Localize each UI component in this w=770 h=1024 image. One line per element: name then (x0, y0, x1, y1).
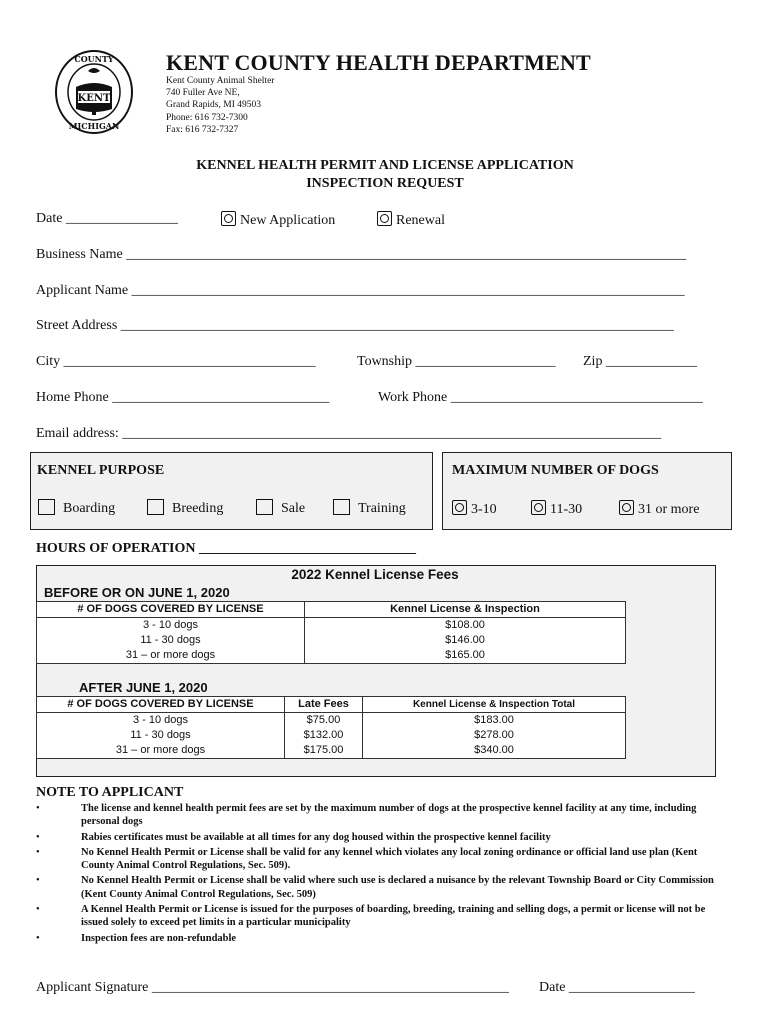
table-row (37, 713, 626, 729)
dogs-cell: 3 - 10 dogs (37, 618, 305, 634)
applicant-name-field[interactable]: Applicant Name _______________________________________________________________________________ (36, 283, 685, 298)
zip-field[interactable]: Zip _____________ (583, 354, 697, 369)
checkbox-icon[interactable] (256, 499, 273, 515)
city-field[interactable]: City ____________________________________ (36, 354, 316, 369)
column-header: # OF DOGS COVERED BY LICENSE (37, 602, 305, 618)
radio-icon[interactable] (452, 500, 467, 515)
total-cell: $278.00 (363, 728, 626, 743)
table-row (37, 648, 626, 664)
before-heading: BEFORE OR ON JUNE 1, 2020 (44, 585, 230, 600)
dogs-cell: 31 – or more dogs (37, 648, 305, 664)
address-line: Grand Rapids, MI 49503 (166, 100, 261, 111)
after-heading: AFTER JUNE 1, 2020 (79, 680, 208, 695)
kennel-purpose-label: KENNEL PURPOSE (37, 463, 165, 478)
fee-cell: $108.00 (305, 618, 626, 634)
signature-date-field[interactable]: Date __________________ (539, 980, 695, 995)
form-title-line2: INSPECTION REQUEST (306, 176, 464, 191)
purpose-boarding-option[interactable] (38, 499, 115, 517)
option-label: Training (358, 501, 406, 516)
address-line: Fax: 616 732-7327 (166, 124, 239, 135)
fees-title: 2022 Kennel License Fees (291, 567, 459, 582)
max-dogs-label: MAXIMUM NUMBER OF DOGS (452, 463, 659, 478)
column-header: # OF DOGS COVERED BY LICENSE (37, 697, 285, 713)
list-item: • The license and kennel health permit fees are set by the maximum number of dogs at the prospective kennel facility at any time, including personal dogs (36, 802, 726, 829)
dogs-cell: 11 - 30 dogs (37, 728, 285, 743)
column-header: Kennel License & Inspection Total (363, 697, 626, 713)
purpose-breeding-option[interactable] (147, 499, 223, 517)
fee-cell: $165.00 (305, 648, 626, 664)
max-dogs-11-30-option[interactable] (531, 500, 582, 518)
seal-bottom-text: MICHIGAN (68, 121, 120, 131)
late-fee-cell: $175.00 (285, 743, 363, 759)
list-item: • No Kennel Health Permit or License shall be valid for any kennel which violates any local zoning ordinance or official land use plan (Kent County Animal Control Regulations, Sec. 509). (36, 846, 726, 873)
fee-cell: $146.00 (305, 633, 626, 648)
list-item: • Rabies certificates must be available at all times for any dog housed within the prospective kennel facility (36, 831, 726, 844)
form-title-line1: KENNEL HEALTH PERMIT AND LICENSE APPLICATION (196, 158, 574, 173)
renewal-option[interactable] (377, 211, 445, 229)
fees-before-table (36, 601, 626, 664)
total-cell: $340.00 (363, 743, 626, 759)
department-address (166, 75, 274, 136)
work-phone-field[interactable]: Work Phone ____________________________________ (378, 390, 703, 405)
seal-center-text: KENT (77, 93, 111, 104)
list-item: • Inspection fees are non-refundable (36, 932, 726, 945)
column-header: Late Fees (285, 697, 363, 713)
purpose-sale-option[interactable] (256, 499, 305, 517)
dogs-cell: 3 - 10 dogs (37, 713, 285, 729)
option-label: 3-10 (471, 502, 497, 517)
home-phone-field[interactable]: Home Phone _______________________________ (36, 390, 330, 405)
address-line: Kent County Animal Shelter (166, 76, 275, 86)
notes-list (36, 802, 726, 947)
new-application-option[interactable] (221, 211, 335, 229)
business-name-field[interactable]: Business Name ________________________________________________________________________________ (36, 247, 687, 262)
renewal-label: Renewal (396, 213, 445, 228)
radio-icon[interactable] (531, 500, 546, 515)
list-item: • A Kennel Health Permit or License is issued for the purposes of boarding, breeding, training and selling dogs, a permit or license will not be issued solely to exceed pet limits in a particular municipality (36, 903, 726, 930)
department-title: KENT COUNTY HEALTH DEPARTMENT (166, 50, 591, 75)
checkbox-icon[interactable] (38, 499, 55, 515)
radio-icon[interactable] (619, 500, 634, 515)
dogs-cell: 31 – or more dogs (37, 743, 285, 759)
option-label: Breeding (172, 501, 224, 516)
max-dogs-31-plus-option[interactable] (619, 500, 699, 518)
option-label: 11-30 (550, 502, 583, 517)
radio-icon[interactable] (377, 211, 392, 226)
late-fee-cell: $132.00 (285, 728, 363, 743)
form-title (0, 157, 770, 193)
date-field[interactable]: Date ________________ (36, 211, 178, 226)
table-row (37, 618, 626, 634)
total-cell: $183.00 (363, 713, 626, 729)
table-row (37, 743, 626, 759)
address-line: 740 Fuller Ave NE, (166, 88, 240, 99)
option-label: Boarding (63, 501, 116, 516)
address-line: Phone: 616 732-7300 (166, 112, 248, 123)
late-fee-cell: $75.00 (285, 713, 363, 729)
new-application-label: New Application (240, 213, 336, 228)
purpose-training-option[interactable] (333, 499, 406, 517)
email-field[interactable]: Email address: _____________________________________________________________________________ (36, 426, 662, 441)
checkbox-icon[interactable] (147, 499, 164, 515)
note-heading: NOTE TO APPLICANT (36, 785, 184, 800)
option-label: Sale (281, 501, 306, 516)
list-item: • No Kennel Health Permit or License shall be valid where such use is declared a nuisance by the relevant Township Board or City Commission (Kent County Animal Control Regulations, Sec. 509) (36, 874, 726, 901)
applicant-signature-field[interactable]: Applicant Signature ___________________________________________________ (36, 980, 509, 995)
radio-icon[interactable] (221, 211, 236, 226)
max-dogs-3-10-option[interactable] (452, 500, 497, 518)
table-row (37, 633, 626, 648)
fees-after-table (36, 696, 626, 759)
dogs-cell: 11 - 30 dogs (37, 633, 305, 648)
township-field[interactable]: Township ____________________ (357, 354, 556, 369)
table-row (37, 728, 626, 743)
hours-of-operation-field[interactable]: HOURS OF OPERATION _______________________________ (36, 541, 416, 556)
seal-top-text: COUNTY (74, 54, 114, 64)
option-label: 31 or more (638, 502, 700, 517)
street-address-field[interactable]: Street Address _______________________________________________________________________________ (36, 318, 674, 333)
checkbox-icon[interactable] (333, 499, 350, 515)
kent-county-seal-icon (54, 49, 134, 135)
column-header: Kennel License & Inspection (305, 602, 626, 618)
